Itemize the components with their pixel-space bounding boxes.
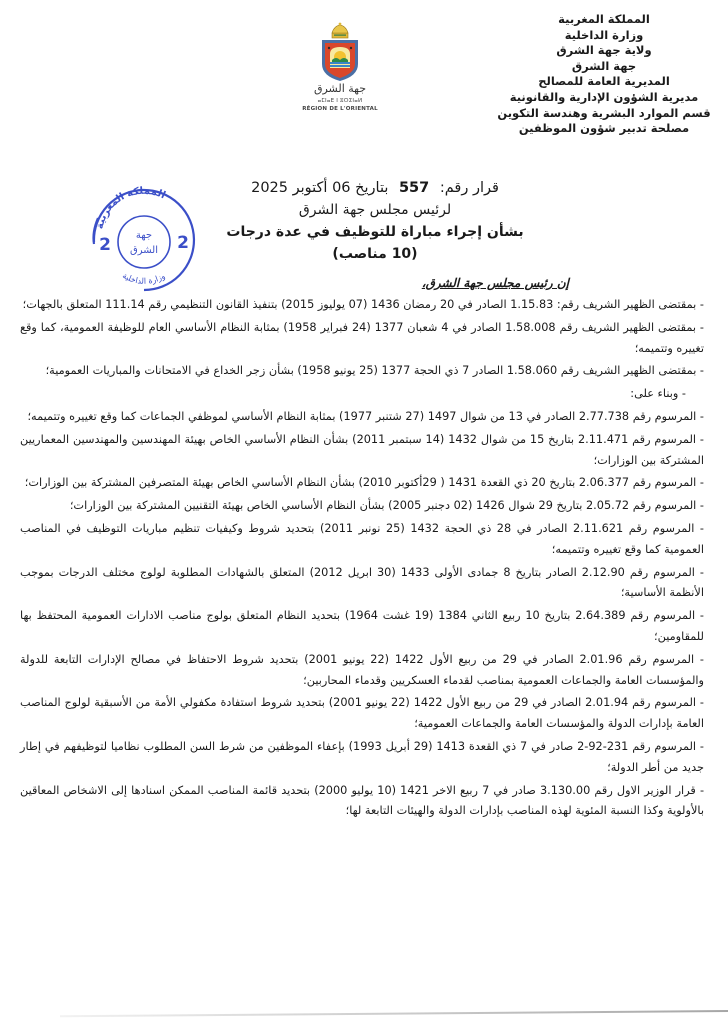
header-line-kingdom: المملكة المغربية bbox=[558, 12, 650, 26]
coat-of-arms-icon bbox=[320, 38, 360, 82]
header-line-region: جهة الشرق bbox=[571, 58, 637, 73]
decree-item: - المرسوم رقم 231-92-2 صادر في 7 ذي القعدة 1413 (29 أبريل 1993) بإعفاء الموظفين من شرط السن المطلوب نظاميا لتوظيفهم في إطار جديد من أطر الدولة؛ bbox=[20, 739, 704, 774]
decision-number: 557 bbox=[398, 180, 430, 196]
region-logo bbox=[298, 22, 382, 124]
decree-item: - المرسوم رقم 2.64.389 بتاريخ 10 ربيع الثاني 1384 (19 غشت 1964) بتحديد النظام المتعلق بولوج مناصب الادارات العمومية المحتفظ بها للمقاومين؛ bbox=[20, 609, 704, 643]
decree-item: - المرسوم رقم 2.01.96 الصادر في 29 من ربيع الأول 1422 (22 يونيو 2001) بتحديد شروط الاحتفاظ في مصالح الإدارات التابعة للدولة والمؤسسات العامة والجماعات العمومية بمناصب لقدماء العسكريين وقدماء المحاربين؛ bbox=[20, 652, 704, 687]
decision-issuer: لرئيس مجلس جهة الشرق bbox=[298, 202, 452, 218]
stamp-inner-text-2: الشرق bbox=[129, 245, 159, 256]
stamp-inner-text-1: جهة bbox=[135, 230, 153, 241]
header-line-directorate-general: المديرية العامة للمصالح bbox=[538, 74, 670, 89]
decree-item: - قرار الوزير الاول رقم 3.130.00 صادر في 7 ربيع الاخر 1421 (10 يوليو 2000) بتحديد قائمة المناصب الممكن اسنادها إلى الاشخاص المعاقين بالأولوية وكذا النسبة المئوية لهذه المناصب بإدارات الدولة والهيئات التابعة لها؛ bbox=[20, 783, 705, 818]
administrative-header bbox=[494, 12, 714, 137]
decree-item: - المرسوم رقم 2.11.471 بتاريخ 15 من شوال 1432 (14 سبتمبر 2011) بشأن النظام الأساسي الخاص بهيئة المهندسين والمهندسين المعماريين المشتركة بين الوزارات؛ bbox=[20, 432, 705, 467]
scan-edge-line bbox=[60, 1010, 728, 1017]
decree-item: - المرسوم رقم 2.77.738 الصادر في 13 من شوال 1497 (27 شتنبر 1977) بمثابة النظام الأساسي لموظفي الجماعات كما وقع تغييره وتتميمه؛ bbox=[27, 409, 704, 423]
stamp-outer-text: المملكة المغربية bbox=[94, 185, 167, 231]
decision-subject: بشأن إجراء مباراة للتوظيف في عدة درجات bbox=[226, 224, 524, 240]
logo-arabic-name: جهة الشرق bbox=[313, 82, 367, 95]
header-line-ministry: وزارة الداخلية bbox=[564, 27, 644, 42]
stamp-number-right: 2 bbox=[177, 233, 189, 253]
decree-item: - المرسوم رقم 2.01.94 الصادر في 29 من ربيع الأول 1422 (22 يونيو 2001) بتحديد شروط استفادة مكفولي الأمة من الأسبقية لولوج المناصب العامة بإدارات الدولة والمؤسسات العامة والجماعات العمومية؛ bbox=[20, 696, 704, 731]
date-label: بتاريخ bbox=[355, 180, 389, 196]
preamble-heading: إن رئيس مجلس جهة الشرق، bbox=[421, 276, 569, 290]
legal-reference-item: - بمقتضى الظهير الشريف رقم 1.58.060 الصادر 7 ذي الحجة 1377 (25 يونيو 1958) بشأن زجر الخداع في الامتحانات والمباريات العمومية؛ bbox=[45, 364, 704, 378]
decision-label: قرار رقم: bbox=[439, 180, 499, 196]
decree-item: - المرسوم رقم 2.11.621 الصادر في 28 ذي الحجة 1432 (25 نونبر 2011) بتحديد شروط وكيفيات تنظيم مباريات التوظيف في المناصب العمومية كما وقع تغييره وتتميمه؛ bbox=[20, 521, 704, 556]
header-line-division: قسم الموارد البشرية وهندسة التكوين bbox=[497, 105, 711, 120]
header-line-service: مصلحة تدبير شؤون الموظفين bbox=[518, 121, 690, 136]
header-line-directorate: مديرية الشؤون الإدارية والقانونية bbox=[509, 89, 699, 104]
stamp-bottom-text: وزارة الداخلية bbox=[120, 271, 167, 286]
based-on-heading: - وبناء على: bbox=[630, 387, 686, 401]
decision-number-line bbox=[220, 177, 530, 199]
stamp-number-left: 2 bbox=[99, 235, 111, 255]
decision-body bbox=[20, 274, 704, 824]
legal-reference-item: - بمقتضى الظهير الشريف رقم: 1.15.83 الصادر في 20 رمضان 1436 (07 يوليوز 2015) بتنفيذ القانون التنظيمي رقم 111.14 المتعلق بالجهات؛ bbox=[22, 298, 704, 311]
logo-french-name: RÉGION DE L'ORIENTAL bbox=[302, 106, 378, 112]
header-line-wilaya: ولاية جهة الشرق bbox=[556, 43, 652, 58]
logo-tifinagh-name: ⴰⵎⵏⴰⴹ ⵏ ⵓⵔⵉⵏⴰⵍ bbox=[317, 98, 363, 104]
decree-item: - المرسوم رقم 2.12.90 الصادر بتاريخ 8 جمادى الأولى 1433 (30 ابريل 2012) المتعلق بالشهادات المطلوبة لولوج مختلف الدرجات بموجب الأنظمة الأساسية؛ bbox=[20, 565, 704, 600]
decree-item: - المرسوم رقم 2.06.377 بتاريخ 20 ذي القعدة 1431 ( 29أكتوبر 2010) بشأن النظام الأساسي الخاص بهيئة المتصرفين المشتركة بين الوزارات؛ bbox=[24, 476, 704, 490]
decision-date: 06 أكتوبر 2025 bbox=[251, 180, 351, 196]
decision-title-block bbox=[220, 177, 530, 265]
positions-count: (10 مناصب) bbox=[332, 246, 418, 262]
decree-item: - المرسوم رقم 2.05.72 بتاريخ 29 شوال 1426 (02 دجنبر 2005) بشأن النظام الأساسي الخاص بهيئة التقنيين المشتركة بين الوزارات؛ bbox=[69, 499, 704, 513]
legal-reference-item: - بمقتضى الظهير الشريف رقم 1.58.008 الصادر في 4 شعبان 1377 (24 فبراير 1958) بمثابة النظام الأساسي العام للوظيفة العمومية، كما وقع تغييره وتتميمه؛ bbox=[20, 320, 704, 355]
